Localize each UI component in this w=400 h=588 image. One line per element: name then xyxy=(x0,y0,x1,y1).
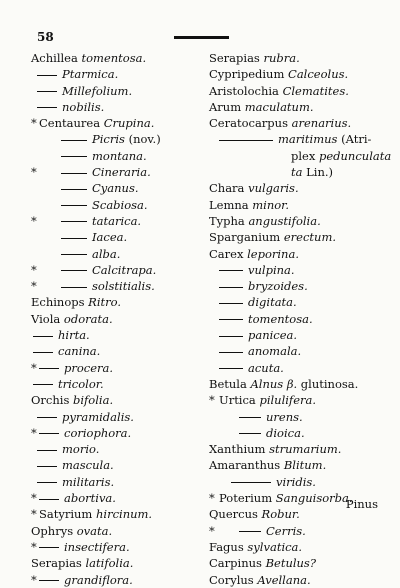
page-number: 58 xyxy=(37,30,54,44)
entry-text xyxy=(37,84,132,98)
species-epithet: solstitialis. xyxy=(92,279,155,294)
entry-text xyxy=(291,149,391,163)
entry-text xyxy=(209,214,321,228)
entry-text xyxy=(61,181,139,195)
species-entry xyxy=(209,409,385,425)
species-entry xyxy=(31,572,201,588)
asterisk-mark: * xyxy=(31,425,37,440)
ditto-dash xyxy=(37,482,57,483)
genus-name: Aristolochia xyxy=(209,83,283,98)
ditto-dash xyxy=(37,91,57,92)
entry-text xyxy=(61,198,148,212)
ditto-dash xyxy=(33,336,53,337)
species-epithet: Cineraria. xyxy=(92,165,151,180)
species-epithet: pilulifera. xyxy=(259,393,317,408)
species-epithet: Avellana. xyxy=(257,572,311,587)
ditto-dash xyxy=(219,270,243,271)
entry-text xyxy=(37,67,118,81)
species-epithet: viridis. xyxy=(276,474,316,489)
ditto-dash xyxy=(61,254,87,255)
entry-text xyxy=(209,573,311,587)
entry-text xyxy=(219,328,297,342)
entry-text xyxy=(39,116,154,130)
note-text: (Atri- xyxy=(337,132,372,147)
species-epithet: bryzoides. xyxy=(248,279,308,294)
species-entry xyxy=(209,474,385,490)
entry-text xyxy=(209,84,349,98)
genus-name: Fagus xyxy=(209,539,248,554)
asterisk-mark: * xyxy=(31,279,37,294)
species-epithet: canina. xyxy=(58,344,101,359)
species-epithet: urens. xyxy=(266,409,303,424)
entry-text xyxy=(61,263,156,277)
asterisk-mark: * xyxy=(209,523,215,538)
genus-name: Achillea xyxy=(31,51,82,65)
species-entry xyxy=(209,523,385,539)
species-epithet: militaris. xyxy=(62,474,115,489)
species-entry xyxy=(31,246,201,262)
entry-text xyxy=(37,475,114,489)
ditto-dash xyxy=(239,417,261,418)
entry-text xyxy=(209,377,358,391)
species-entry xyxy=(31,343,201,359)
species-entry xyxy=(209,457,385,473)
ditto-dash xyxy=(37,466,57,467)
ditto-dash xyxy=(39,547,59,548)
species-epithet: Cyanus. xyxy=(92,181,139,196)
species-epithet: rubra. xyxy=(263,51,300,65)
entry-text xyxy=(39,426,131,440)
species-entry xyxy=(209,360,385,376)
species-entry xyxy=(209,197,385,213)
header-rule xyxy=(174,36,229,39)
species-epithet: leporina. xyxy=(247,246,299,261)
ditto-dash xyxy=(39,580,59,581)
species-entry xyxy=(31,457,201,473)
genus-name: Quercus xyxy=(209,507,262,522)
genus-name: Lemna xyxy=(209,197,253,212)
species-epithet: hirta. xyxy=(58,328,90,343)
species-entry xyxy=(209,262,385,278)
species-entry xyxy=(31,148,201,164)
genus-name: Carpinus xyxy=(209,556,266,571)
genus-name: Xanthium xyxy=(209,442,270,457)
entry-text xyxy=(37,442,99,456)
species-epithet: hircinum. xyxy=(96,507,153,522)
ditto-dash xyxy=(37,107,57,108)
genus-name: Ophrys xyxy=(31,523,77,538)
species-entry xyxy=(31,197,201,213)
species-epithet: Sanguisorba. xyxy=(275,491,353,506)
species-entry xyxy=(31,262,201,278)
entry-text xyxy=(33,328,90,342)
ditto-dash xyxy=(61,270,87,271)
ditto-dash xyxy=(219,287,243,288)
species-epithet: mascula. xyxy=(62,458,114,473)
ditto-dash xyxy=(61,221,87,222)
entry-text xyxy=(209,198,289,212)
species-entry xyxy=(31,50,201,66)
genus-name: Ceratocarpus xyxy=(209,116,292,131)
species-epithet: minor. xyxy=(252,197,290,212)
species-epithet: maculatum. xyxy=(244,99,314,114)
ditto-dash xyxy=(61,189,87,190)
species-entry xyxy=(31,115,201,131)
species-epithet: erectum. xyxy=(283,230,337,245)
note-text: (nov.) xyxy=(124,132,161,147)
entry-text xyxy=(61,165,151,179)
species-epithet: procera. xyxy=(64,360,114,375)
species-entry xyxy=(31,506,201,522)
species-entry xyxy=(31,523,201,539)
species-entry xyxy=(31,360,201,376)
species-entry xyxy=(31,425,201,441)
genus-name: Viola xyxy=(31,311,64,326)
species-entry xyxy=(31,490,201,506)
ditto-dash xyxy=(33,384,53,385)
species-epithet: dioica. xyxy=(266,425,305,440)
species-epithet: insectifera. xyxy=(64,539,130,554)
entry-text xyxy=(219,279,308,293)
species-epithet: ta xyxy=(291,165,303,180)
species-epithet: pedunculata xyxy=(319,148,392,163)
genus-name: Serapias xyxy=(31,556,86,571)
ditto-dash xyxy=(219,368,243,369)
species-entry xyxy=(209,131,385,147)
asterisk-mark: * xyxy=(31,360,37,375)
species-entry xyxy=(209,99,385,115)
genus-name: Cypripedium xyxy=(209,67,289,82)
species-epithet: vulgaris. xyxy=(248,181,299,196)
species-epithet: Betulus? xyxy=(265,556,316,571)
asterisk-mark: * xyxy=(31,572,37,587)
genus-name: Chara xyxy=(209,181,249,196)
entry-text xyxy=(37,458,114,472)
species-epithet: bifolia. xyxy=(73,393,114,408)
species-entry xyxy=(209,278,385,294)
species-epithet: Millefolium. xyxy=(62,83,133,98)
note-text: glutinosa. xyxy=(297,376,359,391)
ditto-dash xyxy=(61,173,87,174)
species-entry xyxy=(31,213,201,229)
species-entry xyxy=(209,213,385,229)
ditto-dash xyxy=(219,336,243,337)
species-entry xyxy=(31,99,201,115)
species-entry xyxy=(209,164,385,180)
species-entry xyxy=(209,50,385,66)
species-epithet: vulpina. xyxy=(248,262,295,277)
left-column xyxy=(31,50,201,588)
species-epithet: acuta. xyxy=(248,360,284,375)
species-epithet: angustifolia. xyxy=(248,213,321,228)
species-entry xyxy=(209,246,385,262)
species-entry xyxy=(209,555,385,571)
ditto-dash xyxy=(61,140,87,141)
entry-text xyxy=(219,263,295,277)
species-epithet: Calcitrapa. xyxy=(92,262,157,277)
species-epithet: latifolia. xyxy=(85,556,134,571)
ditto-dash xyxy=(39,433,59,434)
ditto-dash xyxy=(219,319,243,320)
entry-text xyxy=(239,410,303,424)
species-entry xyxy=(31,229,201,245)
note-text: Lin.) xyxy=(302,165,334,180)
ditto-dash xyxy=(239,433,261,434)
species-entry xyxy=(31,441,201,457)
ditto-dash xyxy=(219,303,243,304)
entry-text xyxy=(219,344,301,358)
species-epithet: Clematites. xyxy=(282,83,349,98)
entry-text xyxy=(219,295,297,309)
entry-text xyxy=(219,393,316,407)
entry-text xyxy=(39,507,152,521)
species-entry xyxy=(209,392,385,408)
ditto-dash xyxy=(37,450,57,451)
ditto-dash xyxy=(39,368,59,369)
species-entry xyxy=(31,294,201,310)
species-epithet: Robur. xyxy=(261,507,300,522)
entry-text xyxy=(209,507,300,521)
ditto-dash xyxy=(37,75,57,76)
asterisk-mark: * xyxy=(31,213,37,228)
species-entry xyxy=(31,474,201,490)
species-entry xyxy=(209,539,385,555)
asterisk-mark: * xyxy=(31,262,37,277)
entry-text xyxy=(31,556,133,570)
entry-text xyxy=(33,377,104,391)
genus-name: Poterium xyxy=(219,491,276,506)
species-epithet: Scabiosa. xyxy=(92,197,148,212)
species-entry xyxy=(209,115,385,131)
catchword: Pinus xyxy=(345,497,378,511)
genus-name: Satyrium xyxy=(39,507,96,522)
entry-text xyxy=(61,149,147,163)
species-epithet: grandiflora. xyxy=(64,572,133,587)
entry-text xyxy=(239,524,306,538)
ditto-dash xyxy=(61,205,87,206)
species-entry xyxy=(31,83,201,99)
species-entry xyxy=(31,555,201,571)
species-entry xyxy=(209,66,385,82)
species-epithet: Ptarmica. xyxy=(62,67,119,82)
species-epithet: abortiva. xyxy=(64,491,116,506)
species-epithet: alba. xyxy=(92,246,121,261)
entry-text xyxy=(61,279,155,293)
species-epithet: morio. xyxy=(62,442,100,457)
entry-text xyxy=(209,116,351,130)
entry-text xyxy=(209,458,326,472)
entry-text xyxy=(219,361,284,375)
entry-text xyxy=(61,230,127,244)
asterisk-mark: * xyxy=(31,491,37,506)
ditto-dash xyxy=(231,482,271,483)
entry-text xyxy=(209,556,316,570)
species-epithet: Iacea. xyxy=(92,230,128,245)
species-epithet: Alnus β. xyxy=(250,376,298,391)
species-entry xyxy=(209,327,385,343)
species-epithet: Picris xyxy=(92,132,125,147)
entry-text xyxy=(209,540,302,554)
species-epithet: montana. xyxy=(92,148,147,163)
species-entry xyxy=(209,148,392,164)
ditto-dash xyxy=(39,499,59,500)
entry-text xyxy=(219,491,353,505)
species-entry xyxy=(209,343,385,359)
species-epithet: tatarica. xyxy=(92,213,142,228)
entry-text xyxy=(31,295,121,309)
genus-name: Serapias xyxy=(209,51,264,65)
ditto-dash xyxy=(219,352,243,353)
species-entry xyxy=(209,229,385,245)
species-entry xyxy=(31,131,201,147)
entry-text xyxy=(31,51,146,65)
entry-text xyxy=(209,67,348,81)
species-epithet: Crupina. xyxy=(103,116,155,131)
entry-text xyxy=(39,361,113,375)
species-entry xyxy=(31,409,201,425)
genus-name: Betula xyxy=(209,376,251,391)
genus-name: Typha xyxy=(209,213,249,228)
species-entry xyxy=(31,164,201,180)
entry-text xyxy=(37,100,104,114)
species-entry xyxy=(209,425,385,441)
asterisk-mark: * xyxy=(31,539,37,554)
asterisk-mark: * xyxy=(209,393,215,408)
ditto-dash xyxy=(219,140,273,141)
genus-name: Corylus xyxy=(209,572,258,587)
entry-text xyxy=(209,51,300,65)
species-entry xyxy=(209,180,385,196)
species-entry xyxy=(209,572,385,588)
entry-text xyxy=(61,247,120,261)
species-epithet: tricolor. xyxy=(58,376,104,391)
species-epithet: maritimus xyxy=(278,132,338,147)
entry-text xyxy=(39,491,116,505)
species-epithet: pyramidalis. xyxy=(62,409,134,424)
entry-text xyxy=(31,312,113,326)
species-epithet: coriophora. xyxy=(64,425,132,440)
species-epithet: sylvatica. xyxy=(247,539,303,554)
asterisk-mark: * xyxy=(31,116,37,131)
species-epithet: odorata. xyxy=(63,311,113,326)
species-entry xyxy=(209,311,385,327)
entry-text xyxy=(291,165,333,179)
species-entry xyxy=(31,311,201,327)
genus-name: Amaranthus xyxy=(209,458,284,473)
species-epithet: strumarium. xyxy=(269,442,342,457)
genus-name: plex xyxy=(291,148,319,163)
entry-text xyxy=(219,312,313,326)
species-entry xyxy=(31,392,201,408)
asterisk-mark: * xyxy=(31,507,37,522)
species-epithet: ovata. xyxy=(76,523,113,538)
entry-text xyxy=(209,100,314,114)
genus-name: Sparganium xyxy=(209,230,284,245)
species-entry xyxy=(31,180,201,196)
entry-text xyxy=(31,524,112,538)
genus-name: Carex xyxy=(209,246,248,261)
entry-text xyxy=(231,475,316,489)
species-entry xyxy=(31,539,201,555)
entry-text xyxy=(209,442,341,456)
ditto-dash xyxy=(239,531,261,532)
species-epithet: tomentosa. xyxy=(81,51,147,65)
species-epithet: Blitum. xyxy=(283,458,327,473)
species-entry xyxy=(31,66,201,82)
species-epithet: arenarius. xyxy=(291,116,352,131)
entry-text xyxy=(33,344,100,358)
ditto-dash xyxy=(37,417,57,418)
species-epithet: tomentosa. xyxy=(248,311,313,326)
species-entry xyxy=(31,327,201,343)
entry-text xyxy=(239,426,305,440)
species-epithet: anomala. xyxy=(248,344,302,359)
genus-name: Centaurea xyxy=(39,116,104,131)
entry-text xyxy=(39,573,133,587)
species-entry xyxy=(209,376,385,392)
entry-text xyxy=(31,393,113,407)
species-epithet: panicea. xyxy=(248,328,298,343)
genus-name: Urtica xyxy=(219,393,260,408)
genus-name: Echinops xyxy=(31,295,89,310)
entry-text xyxy=(61,132,161,146)
ditto-dash xyxy=(61,287,87,288)
species-epithet: Cerris. xyxy=(266,523,306,538)
species-epithet: Calceolus. xyxy=(288,67,349,82)
entry-text xyxy=(209,181,299,195)
genus-name: Arum xyxy=(209,99,245,114)
ditto-dash xyxy=(33,352,53,353)
asterisk-mark: * xyxy=(209,491,215,506)
species-epithet: digitata. xyxy=(248,295,297,310)
ditto-dash xyxy=(61,156,87,157)
species-epithet: Ritro. xyxy=(88,295,122,310)
genus-name: Orchis xyxy=(31,393,74,408)
entry-text xyxy=(219,132,371,146)
entry-text xyxy=(39,540,130,554)
species-entry xyxy=(209,83,385,99)
entry-text xyxy=(209,247,299,261)
entry-text xyxy=(61,214,141,228)
entry-text xyxy=(37,410,134,424)
asterisk-mark: * xyxy=(31,165,37,180)
ditto-dash xyxy=(61,238,87,239)
species-entry xyxy=(31,278,201,294)
species-entry xyxy=(209,294,385,310)
species-entry xyxy=(209,441,385,457)
species-epithet: nobilis. xyxy=(62,99,105,114)
species-entry xyxy=(31,376,201,392)
entry-text xyxy=(209,230,336,244)
